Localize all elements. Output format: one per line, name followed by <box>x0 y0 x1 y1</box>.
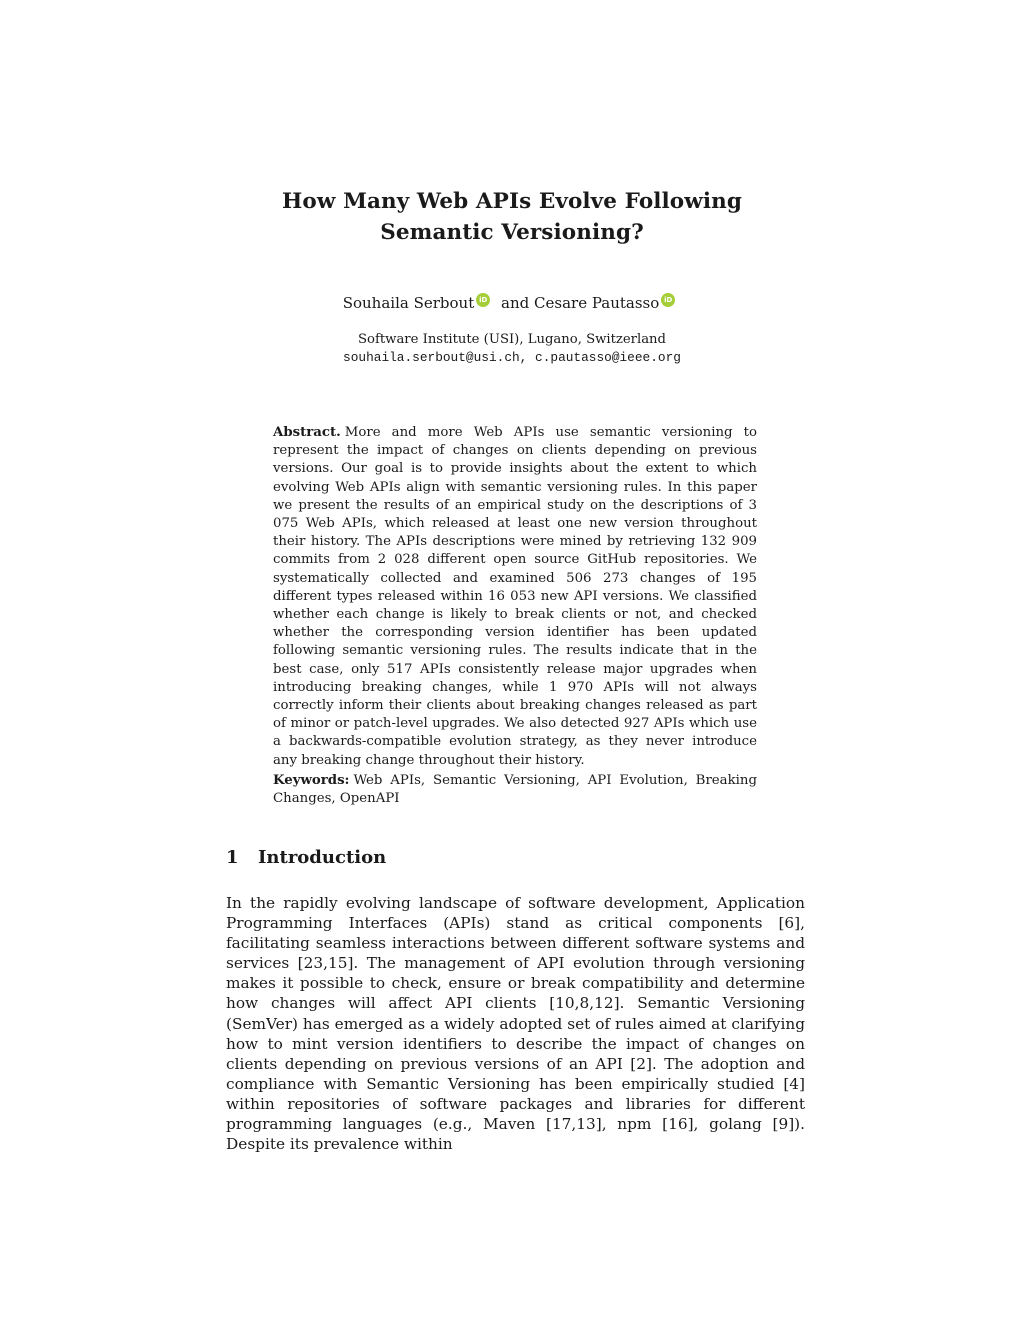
keywords-label: Keywords: <box>273 773 350 788</box>
orcid-icon[interactable]: iD <box>476 293 490 307</box>
author-conjunction: and <box>501 294 530 312</box>
abstract <box>273 424 757 770</box>
section-title: Introduction <box>258 847 387 868</box>
keywords <box>273 772 757 809</box>
author-list <box>212 293 812 313</box>
paper-title-line-1: How Many Web APIs Evolve Following <box>282 189 742 214</box>
paper-title-line-2: Semantic Versioning? <box>380 220 644 245</box>
section-number: 1 <box>226 847 239 868</box>
orcid-icon[interactable]: iD <box>661 293 675 307</box>
introduction-paragraph: In the rapidly evolving landscape of software development, Application Programming Interfaces (APIs) stand as critical components [6], facilitating seamless interactions between different software systems and services [23,15]. The management of API evolution through versioning makes it possible to check, ensure or break compatibility and determine how changes will affect API clients [10,8,12]. Semantic Versioning (SemVer) has emerged as a widely adopted set of rules aimed at clarifying how to mint version identifiers to describe the impact of changes on clients depending on previous versions of an API [2]. The adoption and compliance with Semantic Versioning has been empirically studied [4] within repositories of software packages and libraries for different programming languages (e.g., Maven [17,13], npm [16], golang [9]). Despite its prevalence within <box>226 894 805 1154</box>
section-heading <box>226 846 386 870</box>
author-emails[interactable]: souhaila.serbout@usi.ch, c.pautasso@ieee.org <box>343 350 681 365</box>
abstract-label: Abstract. <box>273 425 341 440</box>
abstract-text: More and more Web APIs use semantic versioning to represent the impact of changes on clients depending on previous versions. Our goal is to provide insights about the extent to which evolving Web APIs align with semantic versioning rules. In this paper we present the results of an empirical study on the descriptions of 3 075 Web APIs, which released at least one new version throughout their history. The APIs descriptions were mined by retrieving 132 909 commits from 2 028 different open source GitHub repositories. We systematically collected and examined 506 273 changes of 195 different types released within 16 053 new API versions. We classified whether each change is likely to break clients or not, and checked whether the corresponding version identifier has been updated following semantic versioning rules. The results indicate that in the best case, only 517 APIs consistently release major upgrades when introducing breaking changes, while 1 970 APIs will not always correctly inform their clients about breaking changes released as part of minor or patch-level upgrades. We also detected 927 APIs which use a backwards-compatible evolution strategy, as they never introduce any breaking change throughout their history. <box>273 425 757 768</box>
author-name: Souhaila Serbout <box>342 294 475 312</box>
author-name: Cesare Pautasso <box>534 294 660 312</box>
paper-title <box>212 186 812 248</box>
keywords-text: Web APIs, Semantic Versioning, API Evolution, Breaking Changes, OpenAPI <box>273 773 757 807</box>
affiliation: Software Institute (USI), Lugano, Switzerland <box>358 332 666 347</box>
